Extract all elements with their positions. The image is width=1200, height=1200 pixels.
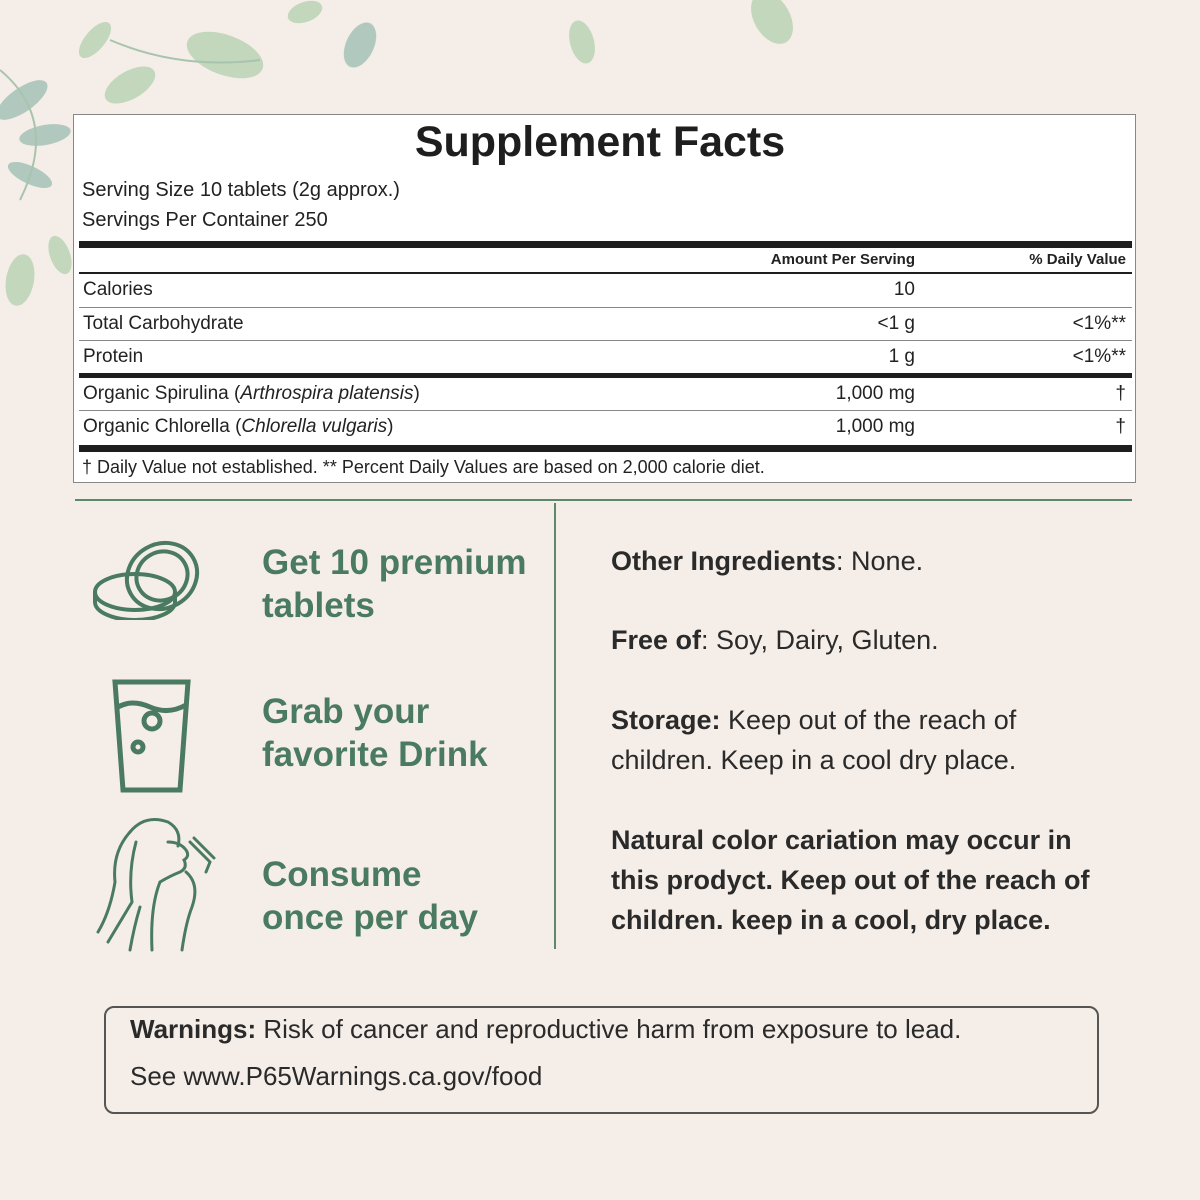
serving-size: Serving Size 10 tablets (2g approx.) [82, 179, 400, 201]
storage-value: Keep out of the reach of children. Keep in a cool dry place. [611, 705, 1017, 775]
warning-label: Warnings: [130, 1014, 257, 1044]
amount-per-serving-header: Amount Per Serving [770, 251, 915, 268]
latin-name: Arthrospira platensis [240, 383, 414, 404]
latin-name: Chlorella vulgaris [241, 416, 388, 437]
section-divider [75, 499, 1132, 501]
step-line: Consume [262, 855, 422, 894]
ingredient-label: Organic Spirulina ( [83, 383, 241, 404]
nutrient-dv: <1%** [1072, 313, 1126, 334]
paren-close: ) [413, 383, 420, 404]
rule [79, 307, 1132, 308]
step-line: once per day [262, 898, 478, 937]
facts-footnote: † Daily Value not established. ** Percent Daily Values are based on 2,000 calorie diet. [82, 457, 765, 477]
storage-label: Storage: [611, 705, 721, 735]
free-of-label: Free of [611, 625, 702, 655]
ingredient-amount: 1,000 mg [835, 383, 915, 404]
step-line: favorite Drink [262, 735, 488, 774]
thick-rule-middle [79, 373, 1132, 378]
warning-text: Risk of cancer and reproductive harm from exposure to lead. [256, 1014, 962, 1044]
nutrient-amount: <1 g [877, 313, 915, 334]
nutrient-amount: 10 [893, 279, 915, 300]
warning-link: See www.P65Warnings.ca.gov/food [130, 1061, 543, 1091]
other-ingredients [611, 541, 1111, 581]
step-tablets [262, 541, 527, 627]
ingredient-label: Organic Chlorella ( [83, 416, 242, 437]
other-ingredients-label: Other Ingredients [611, 546, 837, 576]
ingredient-name [83, 383, 420, 405]
ingredient-dv: † [1115, 383, 1126, 404]
step-consume [262, 853, 478, 939]
ingredient-amount: 1,000 mg [835, 416, 915, 437]
daily-value-header: % Daily Value [1029, 251, 1126, 268]
paren-close: ) [387, 416, 394, 437]
other-ingredients-value: : None. [836, 546, 924, 576]
free-of-value: : Soy, Dairy, Gluten. [701, 625, 939, 655]
step-line: Grab your [262, 692, 430, 731]
ingredient-name [83, 416, 393, 438]
step-line: Get 10 premium [262, 543, 527, 582]
rule [79, 340, 1132, 341]
warning-line [130, 1014, 961, 1045]
servings-per-container: Servings Per Container 250 [82, 209, 328, 231]
nutrient-name: Total Carbohydrate [83, 313, 244, 334]
rule [79, 410, 1132, 411]
nutrient-name: Calories [83, 279, 153, 300]
nutrient-dv: <1%** [1072, 346, 1126, 367]
tablets-icon [90, 540, 208, 620]
step-drink [262, 690, 488, 776]
rule [79, 272, 1132, 274]
ingredient-dv: † [1115, 416, 1126, 437]
drink-glass-icon [110, 677, 194, 795]
storage [611, 700, 1111, 780]
column-divider [554, 503, 556, 949]
thick-rule-bottom [79, 445, 1132, 452]
thick-rule-top [79, 241, 1132, 248]
facts-title: Supplement Facts [414, 118, 786, 166]
nutrient-amount: 1 g [888, 346, 915, 367]
nutrient-name: Protein [83, 346, 144, 367]
step-line: tablets [262, 586, 375, 625]
woman-drinking-icon [90, 812, 220, 952]
color-variation-note: Natural color cariation may occur in this prodyct. Keep out of the reach of children. keep in a cool, dry place. [611, 825, 1090, 935]
free-of [611, 620, 1111, 660]
